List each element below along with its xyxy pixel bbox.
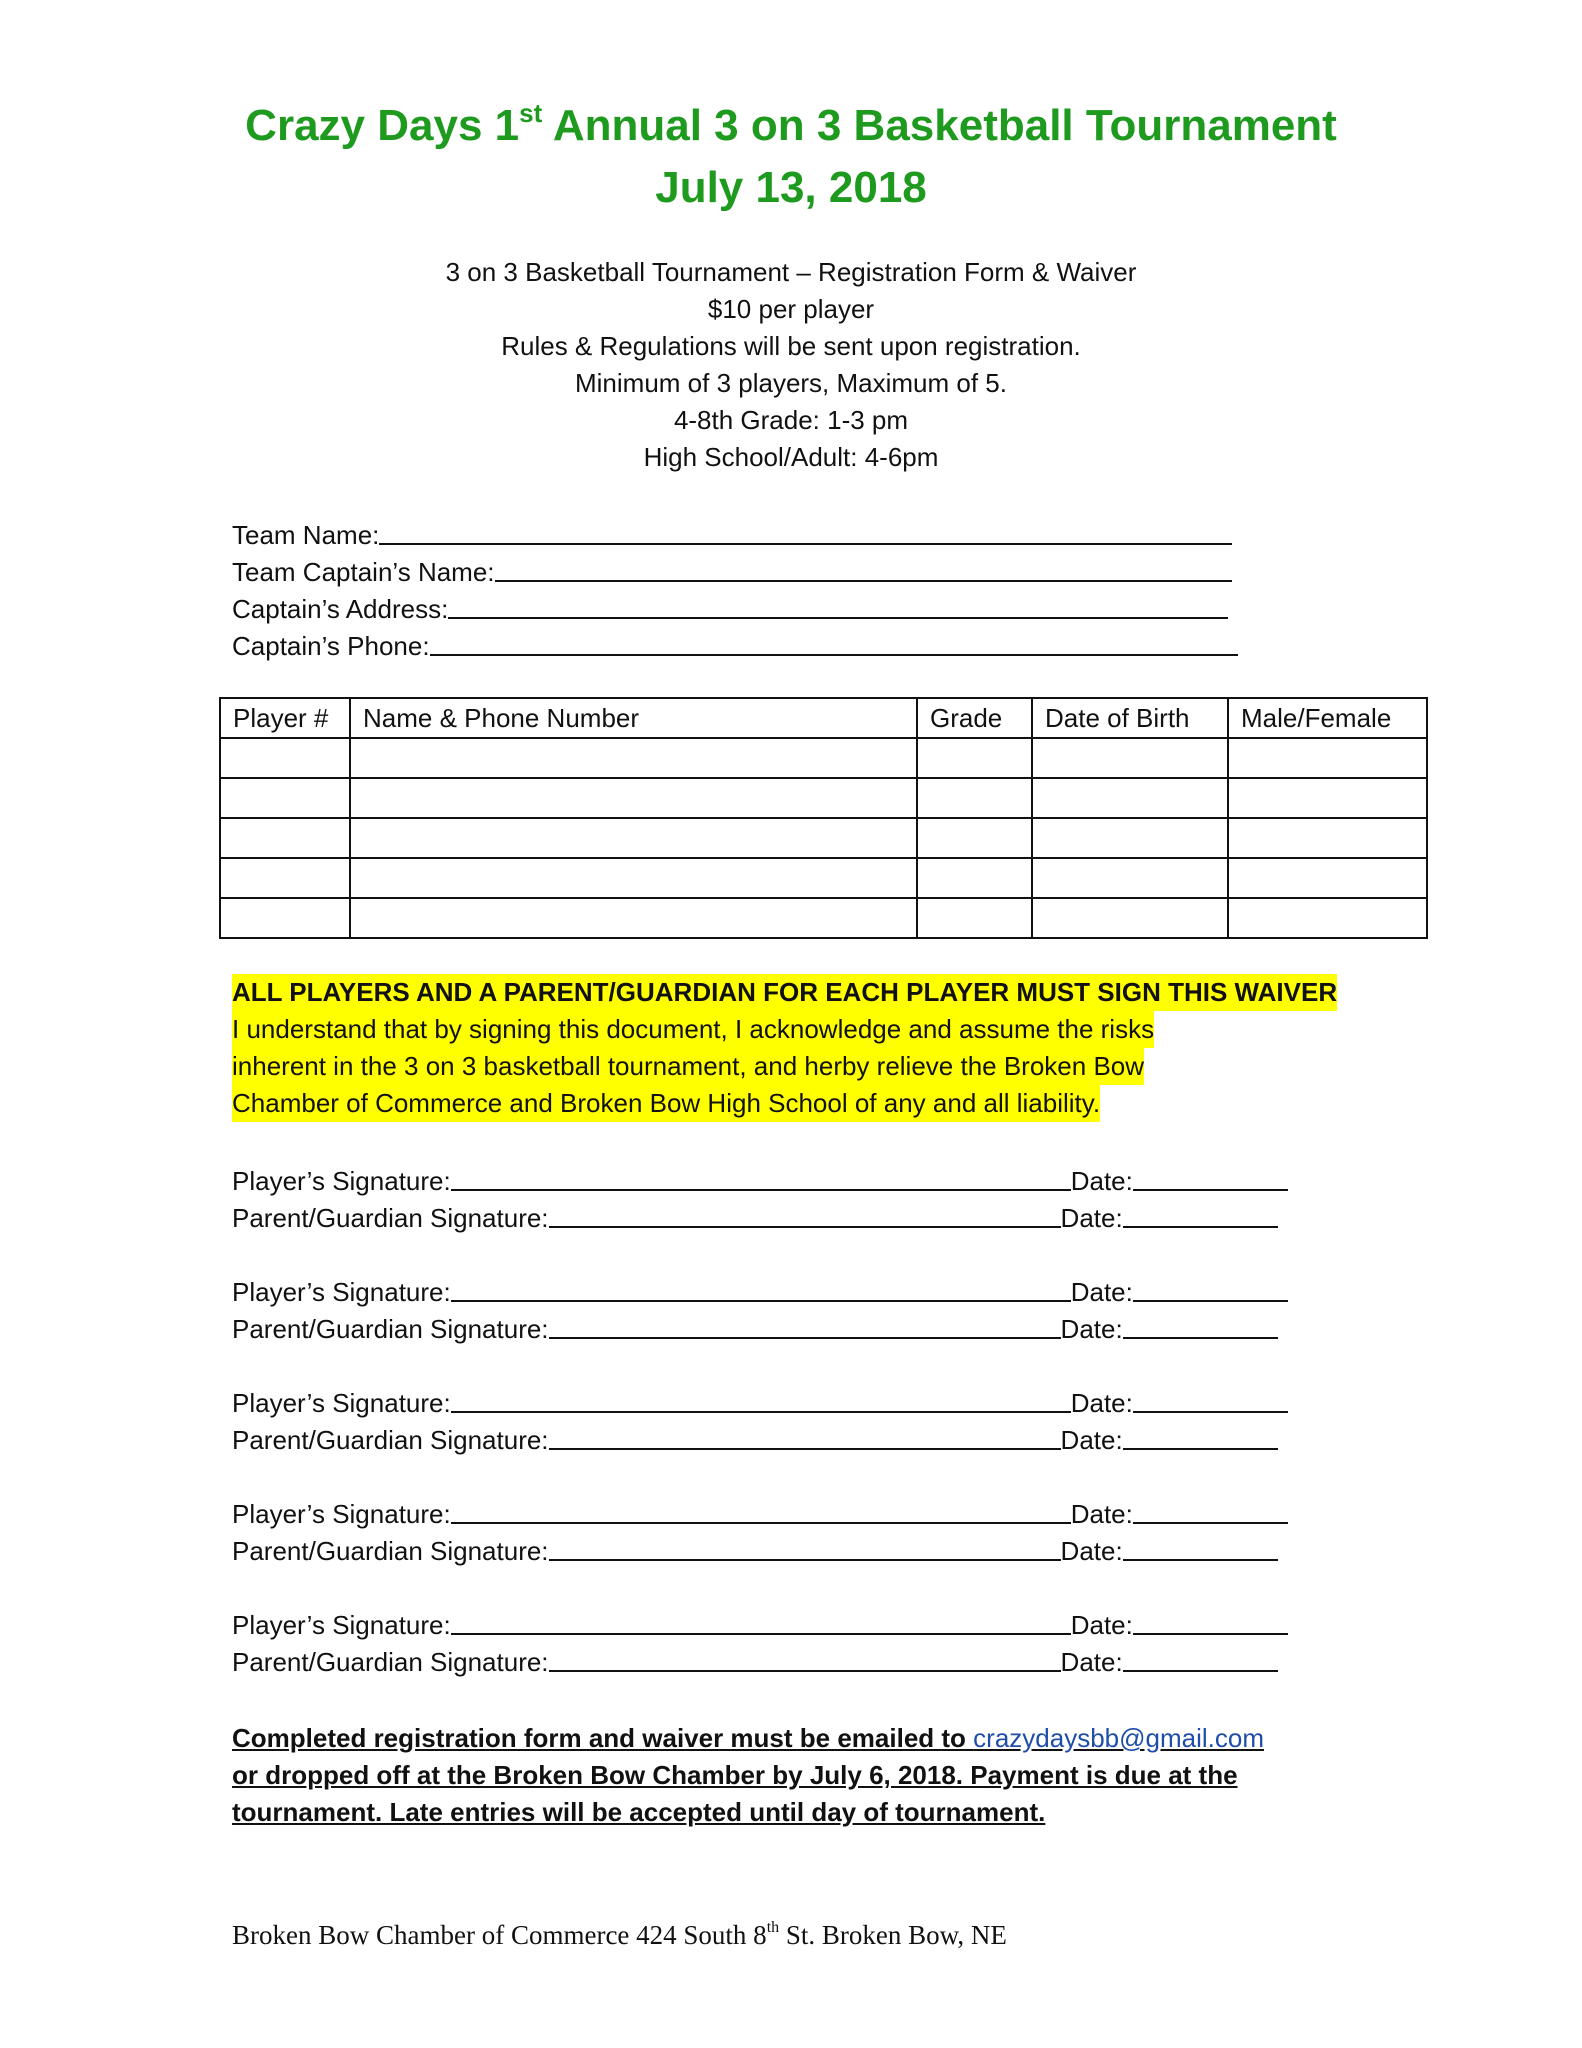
table-cell[interactable] xyxy=(1228,778,1427,818)
table-cell[interactable] xyxy=(1032,898,1228,938)
table-cell[interactable] xyxy=(220,858,350,898)
player-signature-row xyxy=(232,1271,1322,1308)
address-text: Broken Bow Chamber of Commerce 424 South 8 xyxy=(232,1920,767,1950)
table-header-row xyxy=(220,698,1427,738)
table-cell[interactable] xyxy=(1228,818,1427,858)
table-cell[interactable] xyxy=(220,898,350,938)
table-cell[interactable] xyxy=(1228,738,1427,778)
table-cell[interactable] xyxy=(350,898,917,938)
date-label: Date: xyxy=(1070,1499,1133,1529)
signature-group xyxy=(232,1160,1322,1234)
player-signature-row xyxy=(232,1604,1322,1641)
info-block xyxy=(0,254,1582,476)
table-row xyxy=(220,818,1427,858)
captain-address-field[interactable] xyxy=(232,588,1294,625)
table-row xyxy=(220,778,1427,818)
header-grade: Grade xyxy=(917,698,1032,738)
header-male-female: Male/Female xyxy=(1228,698,1427,738)
captain-phone-blank[interactable] xyxy=(430,628,1238,656)
date-label: Date: xyxy=(1060,1647,1123,1677)
parent-signature-label: Parent/Guardian Signature: xyxy=(232,1536,549,1566)
player-signature-row xyxy=(232,1493,1322,1530)
date-label: Date: xyxy=(1070,1166,1133,1196)
event-date: July 13, 2018 xyxy=(655,163,927,212)
table-cell[interactable] xyxy=(220,738,350,778)
email-link[interactable]: crazydaysbb@gmail.com xyxy=(973,1723,1264,1753)
parent-signature-row xyxy=(232,1641,1322,1678)
signature-group xyxy=(232,1271,1322,1345)
date-label: Date: xyxy=(1070,1610,1133,1640)
table-cell[interactable] xyxy=(917,898,1032,938)
parent-signature-label: Parent/Guardian Signature: xyxy=(232,1425,549,1455)
info-line: 4-8th Grade: 1-3 pm xyxy=(673,405,909,435)
table-cell[interactable] xyxy=(220,818,350,858)
waiver-line: inherent in the 3 on 3 basketball tournament, and herby relieve the Broken Bow xyxy=(232,1048,1144,1085)
table-cell[interactable] xyxy=(350,818,917,858)
date-label: Date: xyxy=(1070,1388,1133,1418)
date-blank[interactable] xyxy=(1133,1607,1288,1635)
date-label: Date: xyxy=(1060,1425,1123,1455)
table-row xyxy=(220,858,1427,898)
table-cell[interactable] xyxy=(1228,858,1427,898)
waiver-heading: ALL PLAYERS AND A PARENT/GUARDIAN FOR EACH PLAYER MUST SIGN THIS WAIVER xyxy=(232,974,1337,1011)
page-title xyxy=(0,96,1582,156)
waiver-line: Chamber of Commerce and Broken Bow High School of any and all liability. xyxy=(232,1085,1100,1122)
info-line: Minimum of 3 players, Maximum of 5. xyxy=(574,368,1007,398)
date-blank[interactable] xyxy=(1133,1496,1288,1524)
table-cell[interactable] xyxy=(220,778,350,818)
player-signature-blank[interactable] xyxy=(451,1496,1071,1524)
captain-phone-field[interactable] xyxy=(232,625,1294,662)
instructions-line: Completed registration form and waiver must be emailed to xyxy=(232,1723,974,1753)
parent-signature-blank[interactable] xyxy=(549,1533,1061,1561)
player-signature-blank[interactable] xyxy=(451,1385,1071,1413)
address-superscript: th xyxy=(766,1919,780,1936)
info-line: $10 per player xyxy=(707,294,875,324)
header-player-number: Player # xyxy=(220,698,350,738)
instructions-line: tournament. Late entries will be accepted until day of tournament. xyxy=(232,1797,1046,1827)
captain-name-field[interactable] xyxy=(232,551,1294,588)
player-signature-blank[interactable] xyxy=(451,1274,1071,1302)
field-label: Team Name: xyxy=(232,520,380,550)
table-cell[interactable] xyxy=(1032,778,1228,818)
date-blank[interactable] xyxy=(1133,1274,1288,1302)
field-label: Captain’s Address: xyxy=(232,594,449,624)
parent-signature-row xyxy=(232,1308,1322,1345)
table-row xyxy=(220,738,1427,778)
date-blank[interactable] xyxy=(1123,1311,1278,1339)
parent-signature-blank[interactable] xyxy=(549,1200,1061,1228)
date-label: Date: xyxy=(1060,1203,1123,1233)
parent-signature-label: Parent/Guardian Signature: xyxy=(232,1203,549,1233)
waiver-line: I understand that by signing this document, I acknowledge and assume the risks xyxy=(232,1011,1154,1048)
parent-signature-blank[interactable] xyxy=(549,1422,1061,1450)
signature-section xyxy=(232,1160,1322,1715)
signature-group xyxy=(232,1604,1322,1678)
parent-signature-blank[interactable] xyxy=(549,1311,1061,1339)
parent-signature-row xyxy=(232,1197,1322,1234)
parent-signature-label: Parent/Guardian Signature: xyxy=(232,1314,549,1344)
player-signature-blank[interactable] xyxy=(451,1163,1071,1191)
info-line: Rules & Regulations will be sent upon registration. xyxy=(501,331,1081,361)
captain-name-blank[interactable] xyxy=(495,554,1232,582)
table-cell[interactable] xyxy=(1032,738,1228,778)
field-label: Captain’s Phone: xyxy=(232,631,430,661)
table-cell[interactable] xyxy=(350,738,917,778)
table-cell[interactable] xyxy=(1228,898,1427,938)
player-signature-row xyxy=(232,1160,1322,1197)
table-cell[interactable] xyxy=(917,778,1032,818)
table-cell[interactable] xyxy=(917,858,1032,898)
title-text: Crazy Days 1 xyxy=(245,101,520,150)
parent-signature-row xyxy=(232,1530,1322,1567)
date-label: Date: xyxy=(1070,1277,1133,1307)
waiver-block xyxy=(232,974,1392,1122)
header-date-of-birth: Date of Birth xyxy=(1032,698,1228,738)
table-cell[interactable] xyxy=(350,858,917,898)
signature-group xyxy=(232,1493,1322,1567)
date-blank[interactable] xyxy=(1133,1385,1288,1413)
parent-signature-label: Parent/Guardian Signature: xyxy=(232,1647,549,1677)
info-line: High School/Adult: 4-6pm xyxy=(643,442,939,472)
table-cell[interactable] xyxy=(1032,858,1228,898)
signature-group xyxy=(232,1382,1322,1456)
table-cell[interactable] xyxy=(1032,818,1228,858)
player-signature-label: Player’s Signature: xyxy=(232,1277,451,1307)
table-cell[interactable] xyxy=(350,778,917,818)
footer-address xyxy=(232,1920,1007,1951)
player-signature-label: Player’s Signature: xyxy=(232,1166,451,1196)
player-roster-table xyxy=(219,697,1428,939)
date-label: Date: xyxy=(1060,1314,1123,1344)
player-signature-label: Player’s Signature: xyxy=(232,1388,451,1418)
date-blank[interactable] xyxy=(1123,1644,1278,1672)
date-blank[interactable] xyxy=(1123,1533,1278,1561)
player-signature-label: Player’s Signature: xyxy=(232,1499,451,1529)
parent-signature-blank[interactable] xyxy=(549,1644,1061,1672)
field-label: Team Captain’s Name: xyxy=(232,557,495,587)
captain-address-blank[interactable] xyxy=(448,591,1228,619)
instructions-line: or dropped off at the Broken Bow Chamber by July 6, 2018. Payment is due at the xyxy=(232,1760,1238,1790)
date-blank[interactable] xyxy=(1123,1200,1278,1228)
title-text-rest: Annual 3 on 3 Basketball Tournament xyxy=(542,101,1337,150)
date-label: Date: xyxy=(1060,1536,1123,1566)
player-signature-blank[interactable] xyxy=(451,1607,1071,1635)
team-fields xyxy=(232,514,1294,662)
parent-signature-row xyxy=(232,1419,1322,1456)
submission-instructions xyxy=(232,1720,1362,1831)
header-name-phone: Name & Phone Number xyxy=(350,698,917,738)
table-cell[interactable] xyxy=(917,738,1032,778)
team-name-blank[interactable] xyxy=(379,517,1232,545)
date-blank[interactable] xyxy=(1133,1163,1288,1191)
address-text-rest: St. Broken Bow, NE xyxy=(779,1920,1007,1950)
player-signature-label: Player’s Signature: xyxy=(232,1610,451,1640)
team-name-field[interactable] xyxy=(232,514,1294,551)
info-line: 3 on 3 Basketball Tournament – Registration Form & Waiver xyxy=(445,257,1137,287)
title-superscript: st xyxy=(519,98,543,128)
player-signature-row xyxy=(232,1382,1322,1419)
table-cell[interactable] xyxy=(917,818,1032,858)
table-row xyxy=(220,898,1427,938)
date-blank[interactable] xyxy=(1123,1422,1278,1450)
